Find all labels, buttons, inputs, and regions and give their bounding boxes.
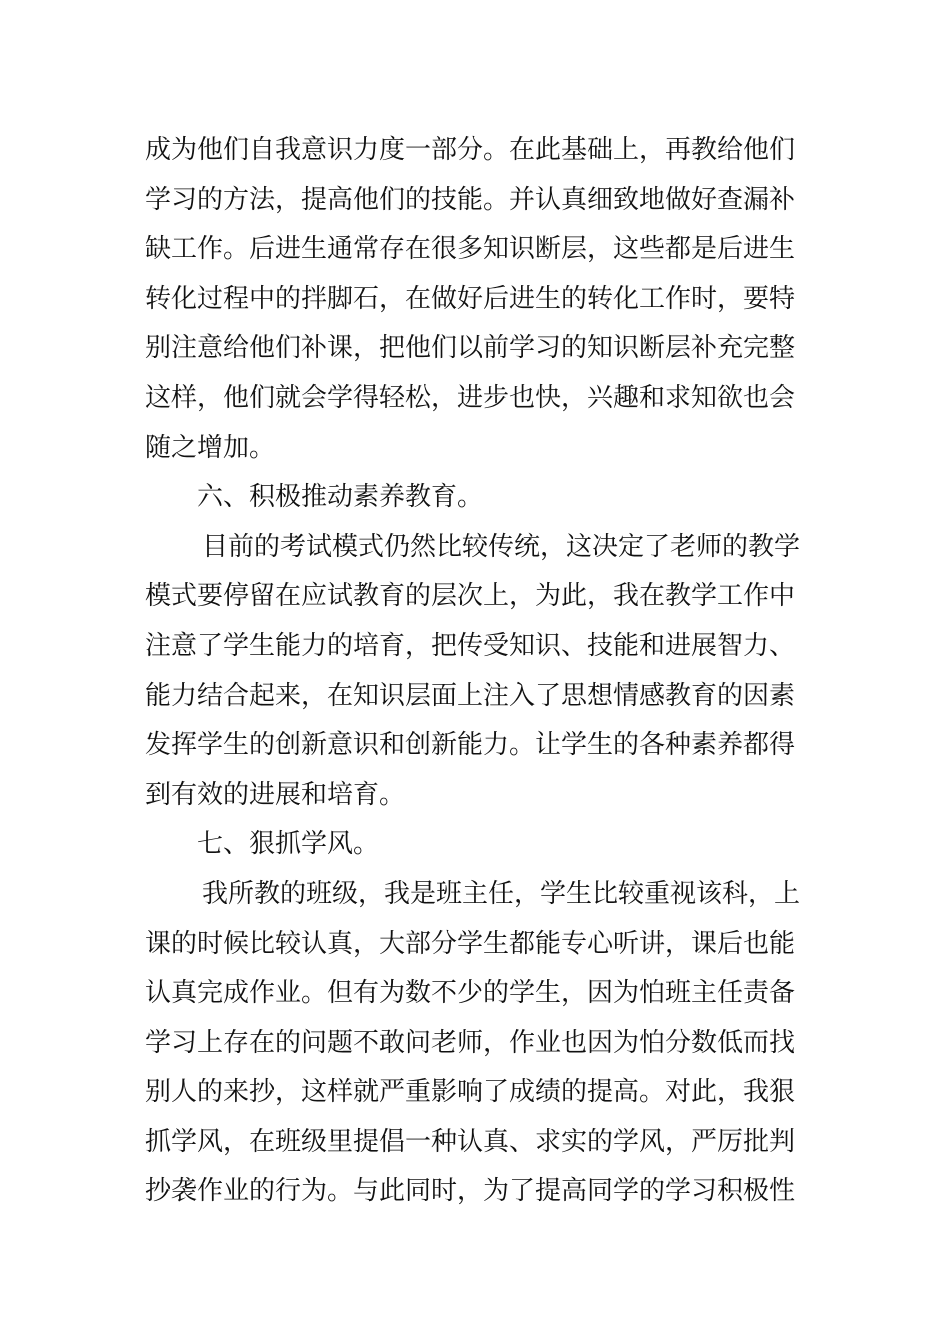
section-heading-6: 六、积极推动素养教育。 xyxy=(197,482,484,513)
text-line: 模式要停留在应试教育的层次上，为此，我在教学工作中 xyxy=(145,581,796,612)
section-heading-7: 七、狠抓学风。 xyxy=(197,829,380,860)
text-line: 随之增加。 xyxy=(145,432,276,463)
body-text xyxy=(145,126,815,1217)
text-line: 学习上存在的问题不敢问老师，作业也因为怕分数低而找 xyxy=(145,1027,796,1058)
text-line: 能力结合起来，在知识层面上注入了思想情感教育的因素 xyxy=(145,680,796,711)
text-line: 到有效的进展和培育。 xyxy=(145,779,406,810)
text-line: 抄袭作业的行为。与此同时，为了提高同学的学习积极性 xyxy=(145,1176,796,1207)
text-line: 发挥学生的创新意识和创新能力。让学生的各种素养都得 xyxy=(145,730,796,761)
text-line: 认真完成作业。但有为数不少的学生，因为怕班主任责备 xyxy=(145,978,796,1009)
text-line: 抓学风，在班级里提倡一种认真、求实的学风，严厉批判 xyxy=(145,1126,796,1157)
text-line: 转化过程中的拌脚石，在做好后进生的转化工作时，要特 xyxy=(145,283,796,314)
paragraph-first-line: 目前的考试模式仍然比较传统，这决定了老师的教学 xyxy=(202,531,801,562)
paragraph-first-line: 我所教的班级，我是班主任，学生比较重视该科，上 xyxy=(202,878,801,909)
text-line: 缺工作。后进生通常存在很多知识断层，这些都是后进生 xyxy=(145,234,796,265)
text-line: 别注意给他们补课，把他们以前学习的知识断层补充完整 xyxy=(145,333,796,364)
text-line: 学习的方法，提高他们的技能。并认真细致地做好查漏补 xyxy=(145,184,796,215)
text-line: 课的时候比较认真，大部分学生都能专心听讲，课后也能 xyxy=(145,928,796,959)
text-line: 这样，他们就会学得轻松，进步也快，兴趣和求知欲也会 xyxy=(145,382,796,413)
text-line: 成为他们自我意识力度一部分。在此基础上，再教给他们 xyxy=(145,135,796,165)
text-line: 别人的来抄，这样就严重影响了成绩的提高。对此，我狠 xyxy=(145,1077,796,1108)
text-line: 注意了学生能力的培育，把传受知识、技能和进展智力、 xyxy=(145,630,796,661)
